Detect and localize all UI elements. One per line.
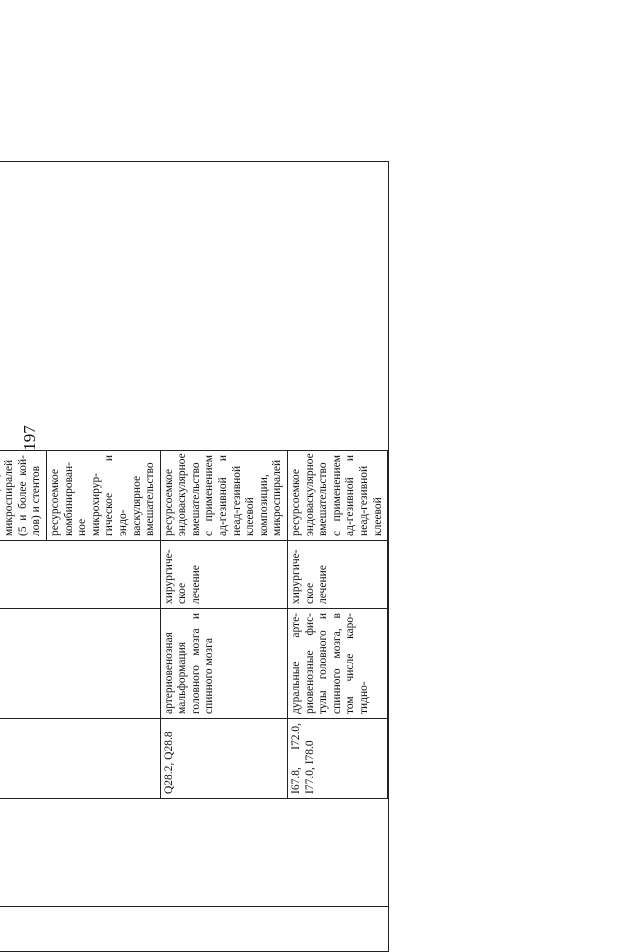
page-number: 197: [20, 425, 39, 451]
patient-model-cell: [0, 609, 160, 719]
patient-model-cell: артериовенозная мальформация головного мозга и спинного мозга: [160, 609, 287, 719]
icd-codes-cell: Q28.2, Q28.8: [160, 719, 287, 799]
icd-codes-cell: I67.8, I72.0, I77.0, I78.0: [288, 719, 388, 799]
vmp-name-cell: [0, 799, 389, 907]
treatment-method-cell: ресурсоемкое комбинирован-ное микрохирур-гическое и эндо-васкулярное вмешательство: [46, 451, 160, 541]
treatment-method-cell: ресурсоемкое эндоваскулярное вмешательство с применением ад-гезивной и неад-гезивной клеевой: [288, 451, 388, 541]
patient-model-cell: дуральные арте-риовенозные фис-тулы головного и спинного мозга, в том числе каро-тидно-: [288, 609, 388, 719]
group-number-cell: [0, 907, 389, 952]
treatment-type-cell: хирургиче-ское лечение: [160, 541, 287, 609]
treatment-method-cell: ресурсоемкое эндоваскулярное вмешательство с применением ад-гезивной и неад-гезивной клеевой композиции, микроспиралей: [160, 451, 287, 541]
table-row: [0, 162, 46, 952]
treatment-type-cell: хирургиче-ское лечение: [288, 541, 388, 609]
treatment-type-cell: [0, 541, 160, 609]
vmp-table: [0, 161, 389, 952]
treatment-method-cell: микроспиралей (5 и более кой-лов) и стентов: [0, 451, 46, 541]
rotated-table-wrapper: [0, 162, 384, 952]
icd-codes-cell: [0, 719, 160, 799]
cost-norm-cell: [0, 162, 389, 451]
